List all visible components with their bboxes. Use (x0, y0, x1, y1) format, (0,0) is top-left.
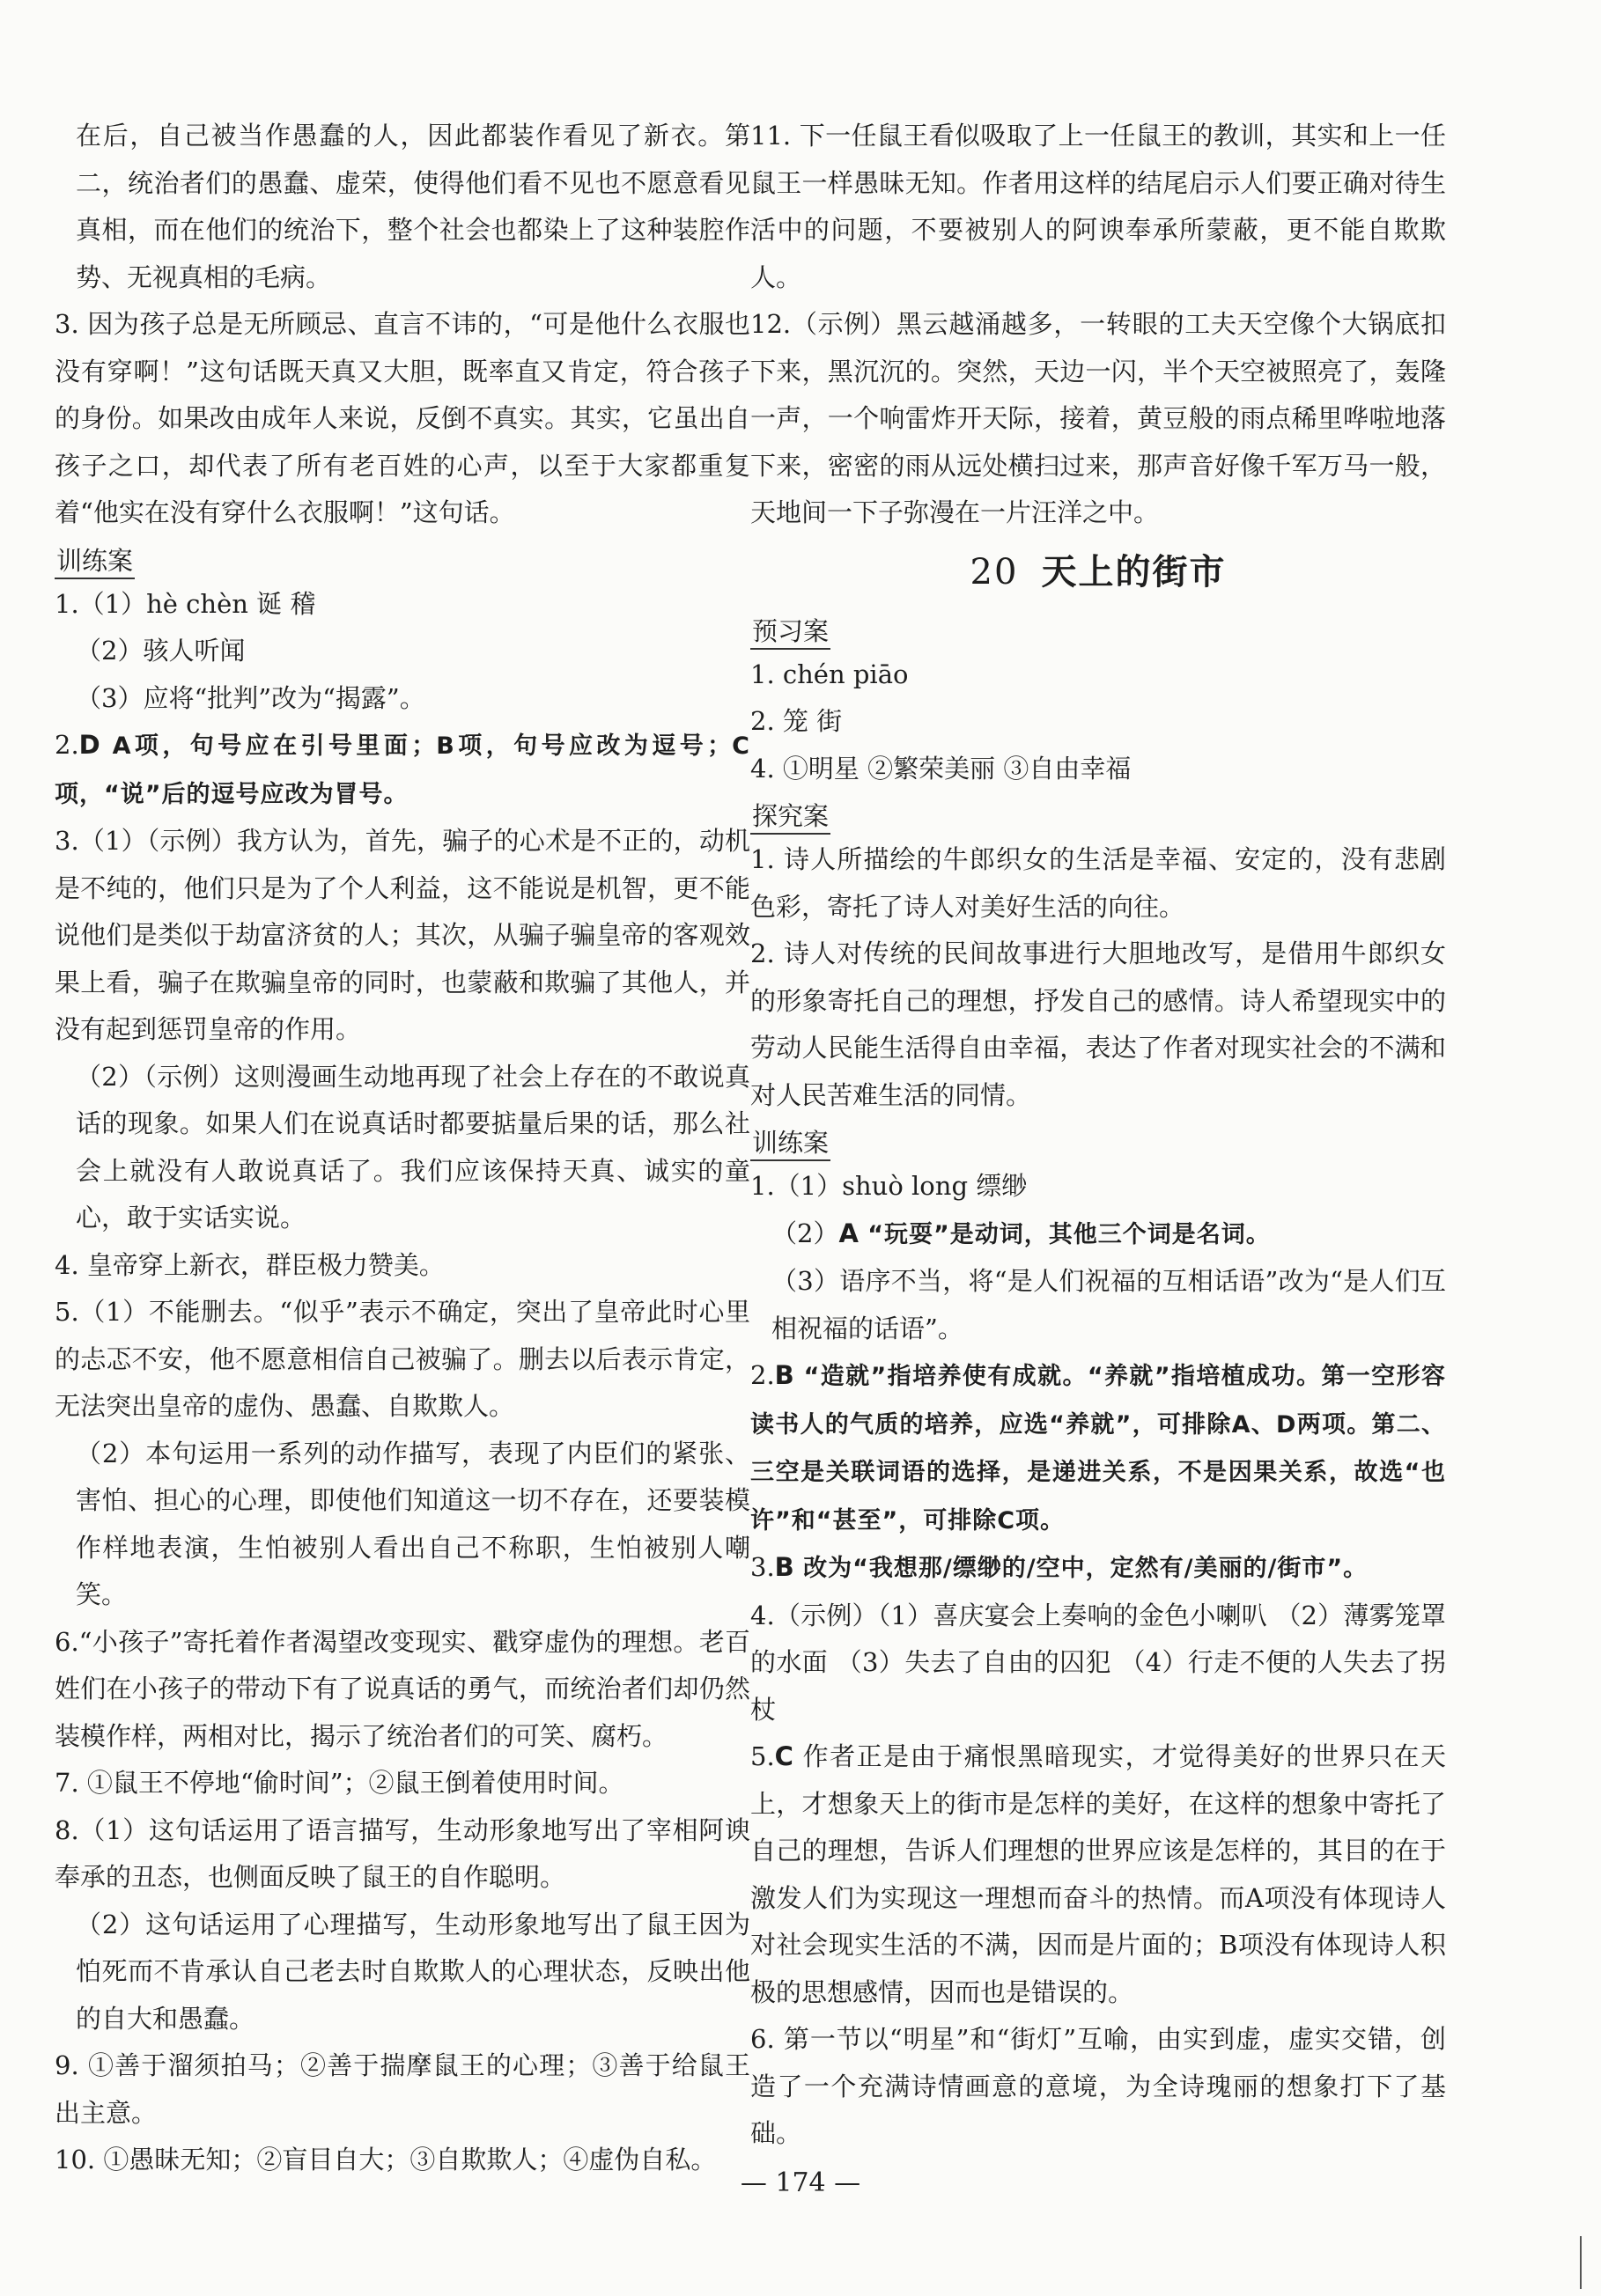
answer-text: 1. chén piāo (750, 659, 909, 689)
lesson-title (750, 537, 1446, 607)
answer-text: 11. 下一任鼠王看似吸取了上一任鼠王的教训，其实和上一任鼠王一样愚昧无知。作者用这样的结尾启示人们要正确对待生活中的问题，不要被别人的阿谀奉承所蒙蔽，更不能自欺欺人。 (750, 121, 1446, 292)
answer-item (55, 1431, 750, 1619)
answer-text: 9. ①善于溜须拍马；②善于揣摩鼠王的心理；③善于给鼠王出主意。 (55, 2050, 750, 2128)
lesson-number: 20 (970, 551, 1019, 592)
answer-text: 在后，自己被当作愚蠢的人，因此都装作看见了新衣。第二，统治者们的愚蠢、虚荣，使得他们看不见也不愿意看见真相，而在他们的统治下，整个社会也都染上了这种装腔作势、无视真相的毛病。 (76, 121, 750, 292)
answer-text: （3）应将“批判”改为“揭露”。 (76, 682, 425, 713)
answer-text: 1.（1）hè chèn 诞 稽 (55, 588, 316, 619)
section-heading: 训练案 (750, 1126, 830, 1161)
answer-text: （2）骇人听闻 (76, 636, 246, 666)
answer-item (55, 2042, 750, 2137)
answer-text: 6.“小孩子”寄托着作者渴望改变现实、戳穿虚伪的理想。老百姓们在小孩子的带动下有了说真话的勇气，而统治者们却仍然装模作样，两相对比，揭示了统治者们的可笑、腐朽。 (55, 1626, 750, 1751)
answer-choice: D (78, 730, 100, 760)
answer-item (55, 113, 750, 301)
answer-item (750, 1544, 1446, 1593)
answer-text: 5.（1）不能删去。“似乎”表示不确定，突出了皇帝此时心里的忐忑不安，他不愿意相信自己被骗了。删去以后表示肯定，无法突出皇帝的虚伪、愚蠢、自欺欺人。 (55, 1297, 750, 1421)
answer-item (55, 1289, 750, 1431)
answer-item (55, 1619, 750, 1761)
section-heading-wrap (750, 607, 1446, 651)
answer-item (55, 301, 750, 537)
answer-item (55, 581, 750, 629)
answer-item (750, 651, 1446, 699)
answer-text: 3. (750, 1552, 775, 1582)
left-column (55, 113, 750, 2184)
answer-text: 10. ①愚昧无知；②盲目自大；③自欺欺人；④虚伪自私。 (55, 2145, 717, 2175)
answer-text: （2）本句运用一系列的动作描写，表现了内臣们的紧张、害怕、担心的心理，即使他们知道这一切不存在，还要装模作样地表演，生怕被别人看出自己不称职，生怕被别人嘲笑。 (76, 1438, 750, 1609)
answer-text: 8.（1）这句话运用了语言描写，生动形象地写出了宰相阿谀奉承的丑态，也侧面反映了鼠王的自作聪明。 (55, 1814, 750, 1892)
answer-text: 5. (750, 1741, 775, 1771)
answer-item (750, 113, 1446, 301)
answer-item (750, 1733, 1446, 2016)
page-number: — 174 — (740, 2167, 861, 2198)
answer-choice: B (774, 1552, 794, 1582)
answer-item (55, 818, 750, 1054)
edge-mark (1580, 2236, 1582, 2289)
answer-item (750, 931, 1446, 1119)
right-column (750, 113, 1446, 2158)
answer-text: （2） (771, 1218, 839, 1248)
section-heading: 训练案 (55, 544, 135, 579)
answer-text: （3）语序不当，将“是人们祝福的互相话语”改为“是人们互相祝福的话语”。 (771, 1266, 1446, 1343)
answer-item (750, 1211, 1446, 1259)
answer-text: 3. 因为孩子总是无所顾忌、直言不讳的，“可是他什么衣服也没有穿啊！”这句话既天真又大胆，既率直又肯定，符合孩子的身份。如果改由成年人来说，反倒不真实。其实，它虽出自孩子之口，却代表了所有老百姓的心声，以至于大家都重复着“他实在没有穿什么衣服啊！”这句话。 (55, 309, 750, 527)
answer-item (750, 746, 1446, 793)
lesson-name: 天上的街市 (1041, 551, 1227, 592)
answer-choice: C (774, 1741, 793, 1771)
section-heading: 探究案 (750, 799, 830, 835)
answer-text: 4.（示例）（1）喜庆宴会上奏响的金色小喇叭 （2）薄雾笼罩的水面 （3）失去了自由的囚犯 （4）行走不便的人失去了拐杖 (750, 1600, 1446, 1725)
answer-item (750, 1593, 1446, 1734)
answer-explanation: “玩耍”是动词，其他三个词是名词。 (858, 1220, 1271, 1248)
answer-item (55, 1760, 750, 1807)
answer-text: 2. (55, 730, 79, 760)
answer-item (750, 1258, 1446, 1352)
answer-item (750, 1352, 1446, 1544)
answer-text: 12.（示例）黑云越涌越多，一转眼的工夫天空像个大锅底扣下来，黑沉沉的。突然，天边一闪，半个天空被照亮了，轰隆一声，一个响雷炸开天际，接着，黄豆般的雨点稀里哗啦地落下来，密密的雨从远处横扫过来，那声音好像千军万马一般，天地间一下子弥漫在一片汪洋之中。 (750, 309, 1446, 527)
answer-text: 1.（1）shuò long 缥缈 (750, 1171, 1028, 1201)
answer-text: 1. 诗人所描绘的牛郎织女的生活是幸福、安定的，没有悲剧色彩，寄托了诗人对美好生活的向往。 (750, 844, 1446, 922)
answer-text: 2. (750, 1360, 775, 1390)
answer-item (750, 2016, 1446, 2158)
section-heading-wrap (55, 537, 750, 581)
answer-item (55, 1054, 750, 1242)
answer-choice: A (838, 1218, 859, 1248)
answer-explanation: 改为“我想那/缥缈的/空中，定然有/美丽的/街市”。 (793, 1555, 1369, 1582)
answer-item (750, 1163, 1446, 1211)
answer-text: （2）这句话运用了心理描写，生动形象地写出了鼠王因为怕死而不肯承认自己老去时自欺欺人的心理状态，反映出他的自大和愚蠢。 (76, 1909, 750, 2034)
answer-text: 4. ①明星 ②繁荣美丽 ③自由幸福 (750, 753, 1132, 784)
answer-item (55, 722, 750, 818)
answer-text: 3.（1）（示例）我方认为，首先，骗子的心术是不正的，动机是不纯的，他们只是为了个人利益，这不能说是机智，更不能说他们是类似于劫富济贫的人；其次，从骗子骗皇帝的客观效果上看，骗子在欺骗皇帝的同时，也蒙蔽和欺骗了其他人，并没有起到惩罚皇帝的作用。 (55, 826, 750, 1044)
section-heading-wrap (750, 1119, 1446, 1163)
answer-explanation: A项，句号应在引号里面；B项，句号应改为逗号；C项，“说”后的逗号应改为冒号。 (55, 732, 750, 808)
answer-item (750, 698, 1446, 746)
answer-item (55, 675, 750, 723)
answer-explanation: “造就”指培养使有成就。“养就”指培植成功。第一空形容读书人的气质的培养，应选“养就”，可排除A、D两项。第二、三空是关联词语的选择，是递进关系，不是因果关系，故选“也许”和“甚至”，可排除C项。 (750, 1363, 1446, 1534)
answer-text: 2. 笼 街 (750, 706, 843, 736)
answer-item (55, 628, 750, 675)
answer-text: 6. 第一节以“明星”和“街灯”互喻，由实到虚，虚实交错，创造了一个充满诗情画意的意境，为全诗瑰丽的想象打下了基础。 (750, 2024, 1446, 2148)
answer-choice: B (774, 1360, 794, 1390)
answer-item (55, 1902, 750, 2043)
answer-item (55, 1807, 750, 1902)
answer-text: （2）（示例）这则漫画生动地再现了社会上存在的不敢说真话的现象。如果人们在说真话时都要掂量后果的话，那么社会上就没有人敢说真话了。我们应该保持天真、诚实的童心，敢于实话实说。 (76, 1061, 750, 1233)
answer-text: 2. 诗人对传统的民间故事进行大胆地改写，是借用牛郎织女的形象寄托自己的理想，抒发自己的感情。诗人希望现实中的劳动人民能生活得自由幸福，表达了作者对现实社会的不满和对人民苦难生活的同情。 (750, 938, 1446, 1110)
answer-text: 4. 皇帝穿上新衣，群臣极力赞美。 (55, 1249, 445, 1280)
section-heading-wrap (750, 792, 1446, 836)
answer-item (750, 301, 1446, 537)
answer-explanation: 作者正是由于痛恨黑暗现实，才觉得美好的世界只在天上，才想象天上的街市是怎样的美好，在这样的想象中寄托了自己的理想，告诉人们理想的世界应该是怎样的，其目的在于激发人们为实现这一理想而奋斗的热情。而A项没有体现诗人对社会现实生活的不满，因而是片面的；B项没有体现诗人积极的思想感情，因而也是错误的。 (750, 1741, 1446, 2007)
answer-item (55, 1242, 750, 1290)
section-heading: 预习案 (750, 614, 830, 650)
answer-text: 7. ①鼠王不停地“偷时间”；②鼠王倒着使用时间。 (55, 1768, 624, 1798)
answer-item (750, 836, 1446, 931)
